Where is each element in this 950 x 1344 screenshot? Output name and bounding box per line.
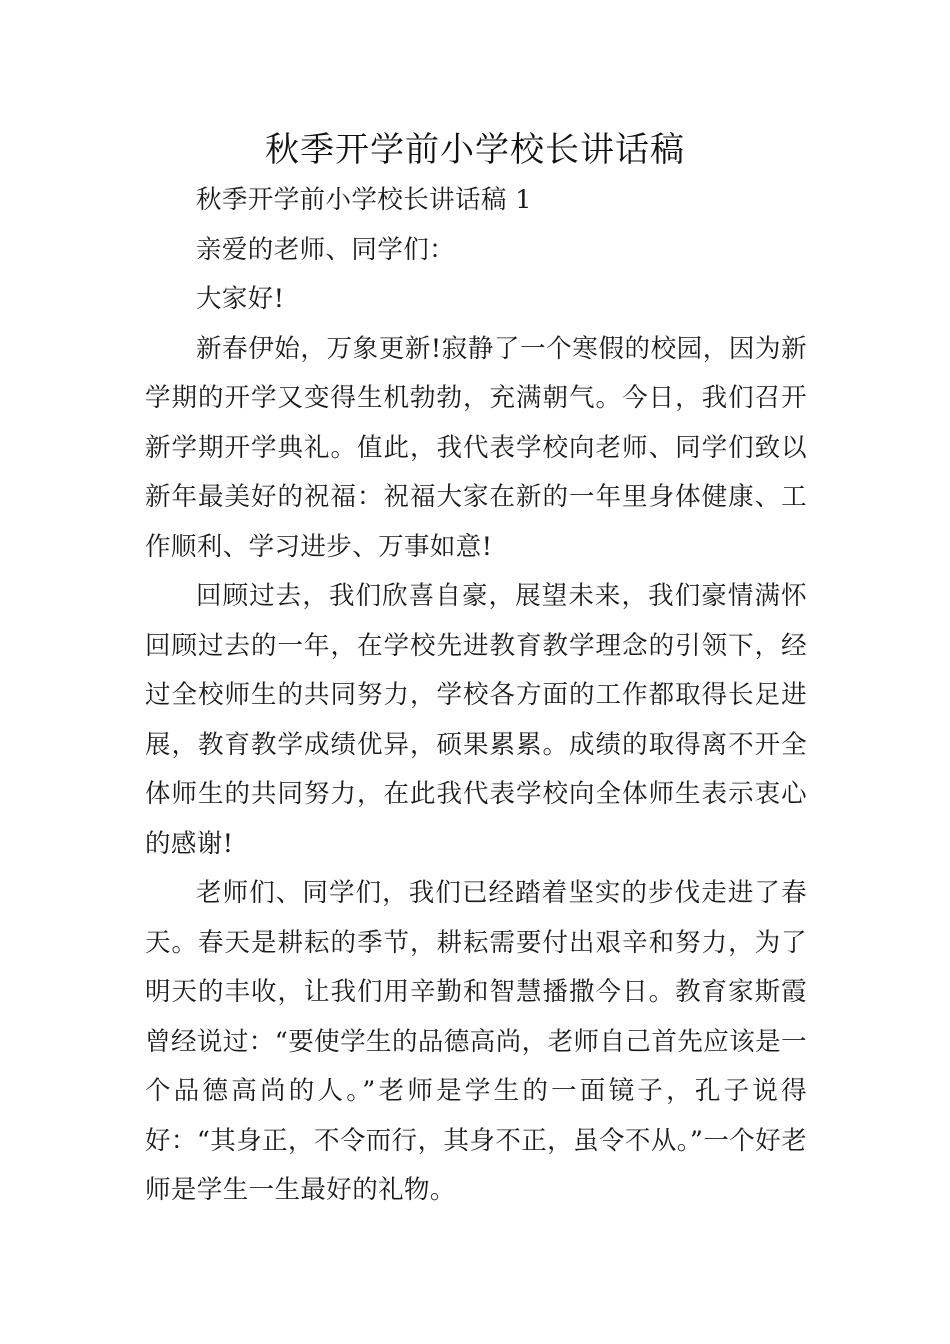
document-body — [145, 176, 807, 1216]
document-title: 秋季开学前小学校长讲话稿 — [265, 130, 685, 170]
body-paragraph: 新春伊始，万象更新!寂静了一个寒假的校园，因为新学期的开学又变得生机勃勃，充满朝气。今日，我们召开新学期开学典礼。值此，我代表学校向老师、同学们致以新年最美好的祝福：祝福大家在新的一年里身体健康、工作顺利、学习进步、万事如意! — [145, 333, 807, 562]
salutation-paragraph: 亲爱的老师、同学们： — [196, 234, 456, 265]
body-paragraph: 回顾过去，我们欣喜自豪，展望未来，我们豪情满怀回顾过去的一年，在学校先进教育教学理念的引领下，经过全校师生的共同努力，学校各方面的工作都取得长足进展，教育教学成绩优异，硕果累累。成绩的取得离不开全体师生的共同努力，在此我代表学校向全体师生表示衷心的感谢! — [145, 581, 807, 859]
subtitle-paragraph: 秋季开学前小学校长讲话稿 1 — [196, 185, 532, 215]
body-paragraph: 老师们、同学们，我们已经踏着坚实的步伐走进了春天。春天是耕耘的季节，耕耘需要付出艰辛和努力，为了明天的丰收，让我们用辛勤和智慧播撒今日。教育家斯霞曾经说过：“要使学生的品德高尚，老师自己首先应该是一个品德高尚的人。”老师是学生的一面镜子，孔子说得好：“其身正，不令而行，其身不正，虽令不从。”一个好老师是学生一生最好的礼物。 — [145, 878, 807, 1205]
greeting-paragraph: 大家好! — [196, 284, 285, 314]
